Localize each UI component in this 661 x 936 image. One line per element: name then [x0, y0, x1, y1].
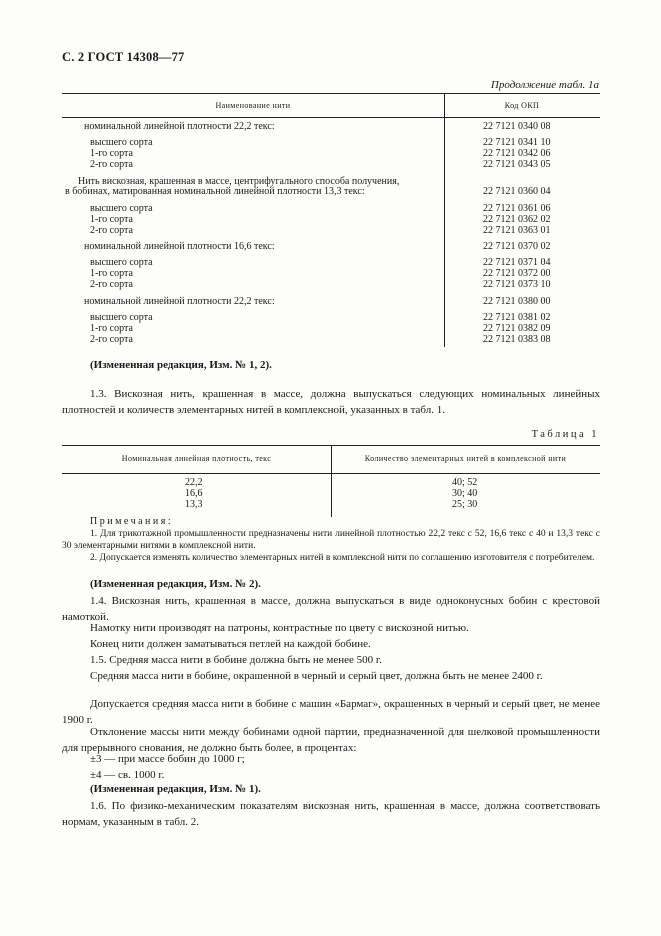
table-1-count: 25; 30	[452, 499, 478, 510]
table-row-name: Нить вискозная, крашенная в массе, центрифугального способа получения,	[78, 176, 400, 187]
table-row-code: 22 7121 0342 06	[483, 148, 551, 159]
table-1-header-rule	[62, 473, 600, 474]
paragraph-1-5-barmag: Допускается средняя масса нити в бобине с машин «Бармаг», окрашенных в черный и серый цвет, не менее 1900 г.	[62, 698, 600, 726]
table-row-name: 1-го сорта	[90, 268, 133, 279]
table-row-name: 2-го сорта	[90, 159, 133, 170]
table-row-code: 22 7121 0362 02	[483, 214, 551, 225]
page-header: С. 2 ГОСТ 14308—77	[62, 50, 185, 64]
amendment-note: (Измененная редакция, Изм. № 2).	[90, 578, 261, 590]
table-row-code: 22 7121 0341 10	[483, 137, 551, 148]
deviation-item-1: ±3 — при массе бобин до 1000 г;	[90, 753, 245, 765]
table-row-name: номинальной линейной плотности 22,2 текс:	[84, 296, 275, 307]
paragraph-1-3: 1.3. Вискозная нить, крашенная в массе, должна выпускаться следующих номинальных линейных плотностей и количеств элементарных нитей в комплексной, указанных в табл. 1.	[62, 388, 600, 416]
table-1-count: 40; 52	[452, 477, 478, 488]
table-1-density: 13,3	[185, 499, 203, 510]
table-row-code: 22 7121 0371 04	[483, 257, 551, 268]
amendment-note: (Измененная редакция, Изм. № 1).	[90, 783, 261, 795]
table-row-code: 22 7121 0360 04	[483, 186, 551, 197]
table-row-name: номинальной линейной плотности 16,6 текс:	[84, 241, 275, 252]
amendment-note: (Измененная редакция, Изм. № 1, 2).	[90, 359, 272, 371]
table-1-header-count: Количество элементарных нитей в комплексной нити	[364, 454, 567, 463]
table-row-code: 22 7121 0382 09	[483, 323, 551, 334]
table-1-density: 16,6	[185, 488, 203, 499]
table-row-name: 1-го сорта	[90, 148, 133, 159]
paragraph-1-4-winding: Намотку нити производят на патроны, контрастные по цвету с вискозной нитью.	[90, 622, 469, 634]
table-1a-top-rule	[62, 93, 600, 94]
table-1-count: 30; 40	[452, 488, 478, 499]
table-row-code: 22 7121 0373 10	[483, 279, 551, 290]
table-row-code: 22 7121 0361 06	[483, 203, 551, 214]
table-row-name: 1-го сорта	[90, 323, 133, 334]
table-row-name: номинальной линейной плотности 22,2 текс:	[84, 121, 275, 132]
table-row-name: 2-го сорта	[90, 279, 133, 290]
table-row-name: 2-го сорта	[90, 225, 133, 236]
paragraph-1-6: 1.6. По физико-механическим показателям вискозная нить, крашенная в массе, должна соответствовать нормам, указанным в табл. 2.	[62, 800, 600, 828]
deviation-item-2: ±4 — св. 1000 г.	[90, 769, 165, 781]
note-1: 1. Для трикотажной промышленности предназначены нити линейной плотностью 22,2 текс с 52, 16,6 текс с 40 и 13,3 текс с 30 элементарными нитями в комплексной нити.	[62, 529, 600, 551]
table-row-code: 22 7121 0381 02	[483, 312, 551, 323]
table-1a-column-divider	[444, 93, 445, 347]
table-1-caption: Таблица 1	[531, 429, 599, 440]
table-row-code: 22 7121 0343 05	[483, 159, 551, 170]
paragraph-1-5: 1.5. Средняя масса нити в бобине должна быть не менее 500 г.	[90, 654, 382, 666]
table-row-name: 2-го сорта	[90, 334, 133, 345]
table-row-code: 22 7121 0370 02	[483, 241, 551, 252]
table-row-code: 22 7121 0372 00	[483, 268, 551, 279]
notes-title: Примечания:	[90, 516, 174, 527]
note-2: 2. Допускается изменять количество элементарных нитей в комплексной нити по соглашению изготовителя с потребителем.	[90, 553, 595, 563]
paragraph-1-5-black-grey: Средняя масса нити в бобине, окрашенной в черный и серый цвет, должна быть не менее 2400 г.	[90, 670, 543, 682]
table-1a-header-code: Код ОКП	[504, 101, 540, 110]
table-row-name: высшего сорта	[90, 257, 153, 268]
table-row-name: высшего сорта	[90, 203, 153, 214]
table-1-density: 22,2	[185, 477, 203, 488]
table-1a-header-rule	[62, 117, 600, 118]
table-row-code: 22 7121 0340 08	[483, 121, 551, 132]
table-row-name: в бобинах, матированная номинальной линейной плотности 13,3 текс:	[65, 186, 365, 197]
table-continuation-note: Продолжение табл. 1а	[490, 79, 599, 91]
table-row-code: 22 7121 0363 01	[483, 225, 551, 236]
table-row-name: высшего сорта	[90, 312, 153, 323]
paragraph-1-5-deviation: Отклонение массы нити между бобинами одной партии, предназначенной для шелковой промышленности для прерывного снования, не должно быть более, в процентах:	[62, 726, 600, 754]
paragraph-1-4-thread-end: Конец нити должен заматываться петлей на каждой бобине.	[90, 638, 371, 650]
table-row-code: 22 7121 0383 08	[483, 334, 551, 345]
table-row-name: высшего сорта	[90, 137, 153, 148]
table-row-code: 22 7121 0380 00	[483, 296, 551, 307]
table-row-name: 1-го сорта	[90, 214, 133, 225]
table-1-header-density: Номинальная линейная плотность, текс	[121, 454, 272, 463]
paragraph-1-4: 1.4. Вискозная нить, крашенная в массе, должна выпускаться в виде одноконусных бобин с крестовой намоткой.	[62, 595, 600, 623]
table-1a-header-name: Наименование нити	[215, 101, 291, 110]
